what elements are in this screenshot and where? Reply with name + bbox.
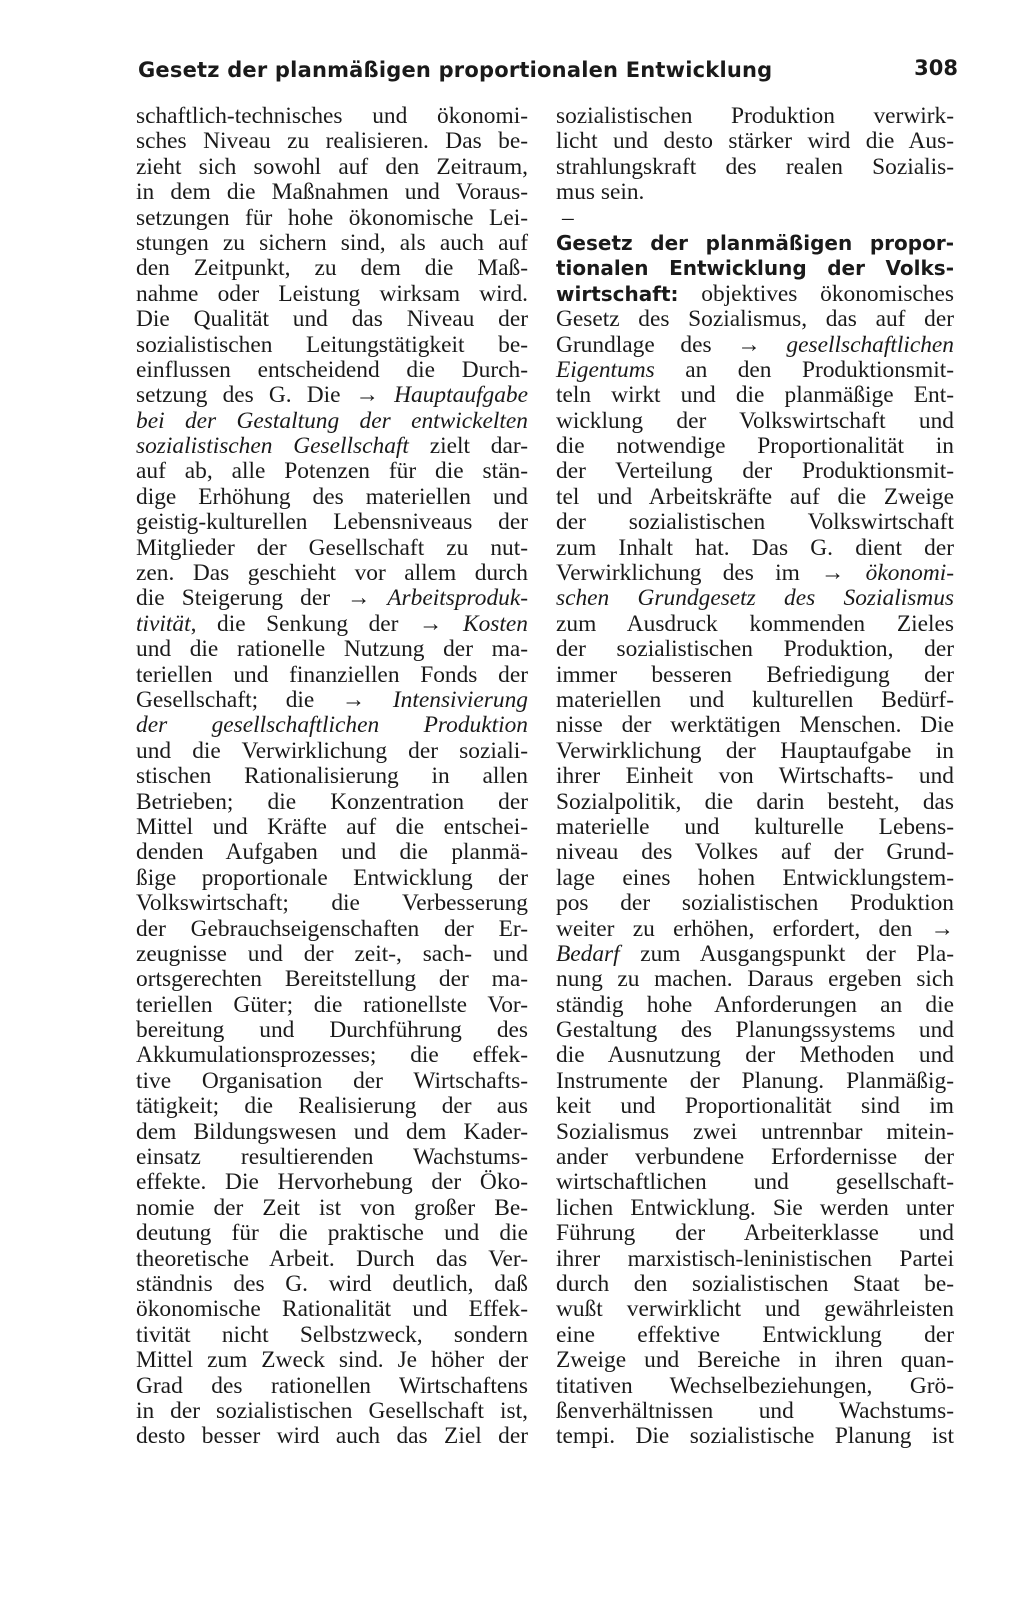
cross-reference-link[interactable]: → gesellschaftlichen (737, 331, 954, 358)
text-line: der sozialistischen Volkswirtschaft (556, 509, 954, 536)
text-line: Führung der Arbeiterklasse und (556, 1220, 954, 1247)
text-line: die notwendige Proportionalität in (556, 433, 954, 460)
text-line: der Gebrauchseigenschaften der Er- (136, 915, 528, 942)
cross-reference-link[interactable]: → ökonomi- (821, 560, 954, 587)
text-line: wicklung der Volkswirtschaft und (556, 407, 954, 434)
text-line: ander verbundene Erfordernisse der (556, 1144, 954, 1171)
text-line: auf ab, alle Potenzen für die stän- (136, 458, 528, 485)
cross-reference-line: der gesellschaftlichen Produktion (136, 712, 528, 739)
entry-headword: tionalen Entwicklung der Volks- (556, 256, 954, 281)
text-line: ständnis des G. wird deutlich, daß (136, 1270, 528, 1297)
text-line: setzungen für hohe ökonomische Lei- (136, 204, 528, 231)
text-line (136, 383, 528, 408)
cross-reference-link[interactable]: Bedarf (556, 940, 620, 967)
text-line: eine effektive Entwicklung der (556, 1321, 954, 1348)
text-line: tempi. Die sozialistische Planung ist (556, 1423, 954, 1450)
text-line: materiellen und kulturellen Bedürf- (556, 686, 954, 713)
text-line: den Zeitpunkt, zu dem die Maß- (136, 255, 528, 282)
cross-reference-line: bei der Gestaltung der entwickelten (136, 407, 528, 434)
text-line (556, 333, 954, 358)
text-line: weiter zu erhöhen, erfordert, den → (556, 915, 954, 942)
text-line: deutung für die praktische und die (136, 1220, 528, 1247)
text-line: dem Bildungswesen und dem Kader- (136, 1118, 528, 1145)
text-line: dige Erhöhung des materiellen und (136, 483, 528, 510)
text-line (556, 942, 954, 967)
text-line: sozialistischen Leitungstätigkeit be- (136, 331, 528, 358)
text-line: sozialistischen Produktion verwirk- (556, 103, 954, 129)
text-line: Verwirklichung der Hauptaufgabe in (556, 737, 954, 764)
text-line: materielle und kulturelle Lebens- (556, 813, 954, 840)
text-line: Betrieben; die Konzentration der (136, 788, 528, 815)
text-line: stungen zu sichern sind, als auch auf (136, 229, 528, 256)
text-line: Gesetz des Sozialismus, das auf der (556, 306, 954, 333)
text-line (136, 612, 528, 637)
text-line: teriellen und finanziellen Fonds der (136, 661, 528, 688)
text-line: sches Niveau zu realisieren. Das be- (136, 128, 528, 155)
text-line: lichen Entwicklung. Sie werden unter (556, 1194, 954, 1221)
text-line: zen. Das geschieht vor allem durch (136, 560, 528, 587)
cross-reference-link[interactable]: → Intensivierung (341, 686, 528, 713)
text-line: Volkswirtschaft; die Verbesserung (136, 890, 528, 917)
text-line: Instrumente der Planung. Planmäßig- (556, 1067, 954, 1094)
text-line: wirtschaftlichen und gesellschaft- (556, 1169, 954, 1196)
text-line: licht und desto stärker wird die Aus- (556, 128, 954, 155)
text-line: theoretische Arbeit. Durch das Ver- (136, 1245, 528, 1272)
text-line: stischen Rationalisierung in allen (136, 763, 528, 790)
text-fragment: Verwirklichung des im (556, 560, 822, 587)
text-line: denden Aufgaben und die planmä- (136, 839, 528, 866)
text-line: Die Qualität und das Niveau der (136, 306, 528, 333)
text-line: Mittel und Kräfte auf die entschei- (136, 813, 528, 840)
text-line (136, 434, 528, 459)
cross-reference-link[interactable]: → Arbeitsproduk- (347, 585, 528, 612)
cross-reference-text: sozialistischen Gesellschaft (136, 433, 409, 460)
text-line: zieht sich sowohl auf den Zeitraum, (136, 153, 528, 180)
text-line: niveau des Volkes auf der Grund- (556, 839, 954, 866)
text-line: teriellen Güter; die rationellste Vor- (136, 991, 528, 1018)
text-line: bereitung und Durchführung des (136, 1017, 528, 1044)
text-line: einsatz resultierenden Wachstums- (136, 1144, 528, 1171)
text-fragment: zum Ausgangspunkt der Pla- (619, 940, 954, 967)
text-line: durch den sozialistischen Staat be- (556, 1270, 954, 1297)
text-line: Zweige und Bereiche in ihren quan- (556, 1347, 954, 1374)
text-line: in dem die Maßnahmen und Voraus- (136, 179, 528, 206)
text-line: Sozialismus zwei untrennbar mitein- (556, 1118, 954, 1145)
text-line: in der sozialistischen Gesellschaft ist, (136, 1397, 528, 1424)
text-line: titativen Wechselbeziehungen, Grö- (556, 1372, 954, 1399)
text-line: Grad des rationellen Wirtschaftens (136, 1372, 528, 1399)
text-line (556, 282, 954, 307)
text-line (556, 561, 954, 586)
text-line: desto besser wird auch das Ziel der (136, 1423, 528, 1450)
text-fragment: , die Senkung der (190, 610, 420, 637)
text-line: wußt verwirklicht und gewährleisten (556, 1296, 954, 1323)
text-line (136, 586, 528, 611)
text-line: die Ausnutzung der Methoden und (556, 1042, 954, 1069)
text-line: und die Verwirklichung der soziali- (136, 737, 528, 764)
text-line: ßige proportionale Entwicklung der (136, 864, 528, 891)
text-line: pos der sozialistischen Produktion (556, 890, 954, 917)
text-line: nung zu machen. Daraus ergeben sich (556, 966, 954, 993)
text-line: immer besseren Befriedigung der (556, 661, 954, 688)
text-line: und die rationelle Nutzung der ma- (136, 636, 528, 663)
text-line: effekte. Die Hervorhebung der Öko- (136, 1169, 528, 1196)
text-line: einflussen entscheidend die Durch- (136, 356, 528, 383)
text-fragment: an den Produktionsmit- (654, 356, 954, 383)
entry-headword: Gesetz der planmäßigen propor- (556, 230, 954, 255)
text-line: Akkumulationsprozesses; die effek- (136, 1042, 528, 1069)
text-line: geistig-kulturellen Lebensniveaus der (136, 509, 528, 536)
text-line: zum Ausdruck kommenden Zieles (556, 610, 954, 637)
text-fragment: die Steigerung der (136, 585, 348, 612)
text-line: keit und Proportionalität sind im (556, 1093, 954, 1120)
running-title: Gesetz der planmäßigen proportionalen Entwicklung (138, 58, 773, 82)
left-column (136, 104, 528, 1450)
text-fragment: zielt dar- (408, 433, 528, 460)
text-fragment: Grundlage des (556, 331, 738, 358)
text-line: der sozialistischen Produktion, der (556, 636, 954, 663)
text-line: nisse der werktätigen Menschen. Die (556, 712, 954, 739)
text-fragment: setzung des G. Die (136, 382, 356, 409)
text-line (556, 358, 954, 383)
text-line: ständig hohe Anforderungen an die (556, 991, 954, 1018)
text-line: tive Organisation der Wirtschafts- (136, 1067, 528, 1094)
text-line: Mittel zum Zweck sind. Je höher der (136, 1347, 528, 1374)
text-line: mus sein. (556, 179, 645, 206)
text-line: schaftlich-technisches und ökonomi- (136, 103, 528, 129)
entry-separator: – (562, 204, 574, 231)
text-line: Mitglieder der Gesellschaft zu nut- (136, 534, 528, 561)
text-fragment: objektives ökonomisches (678, 280, 954, 307)
text-line: tel und Arbeitskräfte auf die Zweige (556, 483, 954, 510)
text-line: der Verteilung der Produktionsmit- (556, 458, 954, 485)
cross-reference-text: Eigentums (556, 356, 655, 383)
text-line: lage eines hohen Entwicklungstem- (556, 864, 954, 891)
cross-reference-line: schen Grundgesetz des Sozialismus (556, 585, 954, 612)
page-number: 308 (914, 56, 958, 80)
text-line: tivität nicht Selbstzweck, sondern (136, 1321, 528, 1348)
cross-reference-text: tivität (136, 610, 191, 637)
text-line: ßenverhältnissen und Wachstums- (556, 1397, 954, 1424)
text-line: ihrer marxistisch-leninistischen Partei (556, 1245, 954, 1272)
cross-reference-link[interactable]: → Hauptaufgabe (355, 382, 528, 409)
text-fragment: Gesellschaft; die (136, 686, 342, 713)
text-line: strahlungskraft des realen Sozialis- (556, 153, 954, 180)
text-line: zum Inhalt hat. Das G. dient der (556, 534, 954, 561)
text-line: ihrer Einheit von Wirtschafts- und (556, 763, 954, 790)
text-line: ökonomische Rationalität und Effek- (136, 1296, 528, 1323)
text-line: Sozialpolitik, die darin besteht, das (556, 788, 954, 815)
cross-reference-link[interactable]: → Kosten (419, 610, 528, 637)
text-line: nahme oder Leistung wirksam wird. (136, 280, 528, 307)
text-line (136, 688, 528, 713)
text-line: nomie der Zeit ist von großer Be- (136, 1194, 528, 1221)
page-header (138, 52, 958, 102)
entry-headword: wirtschaft: (556, 281, 679, 306)
text-line: ortsgerechten Bereitstellung der ma- (136, 966, 528, 993)
text-line: Gestaltung des Planungssystems und (556, 1017, 954, 1044)
text-line: tätigkeit; die Realisierung der aus (136, 1093, 528, 1120)
text-line: teln wirkt und die planmäßige Ent- (556, 382, 954, 409)
right-column (556, 104, 954, 1450)
text-line: zeugnisse und der zeit-, sach- und (136, 940, 528, 967)
